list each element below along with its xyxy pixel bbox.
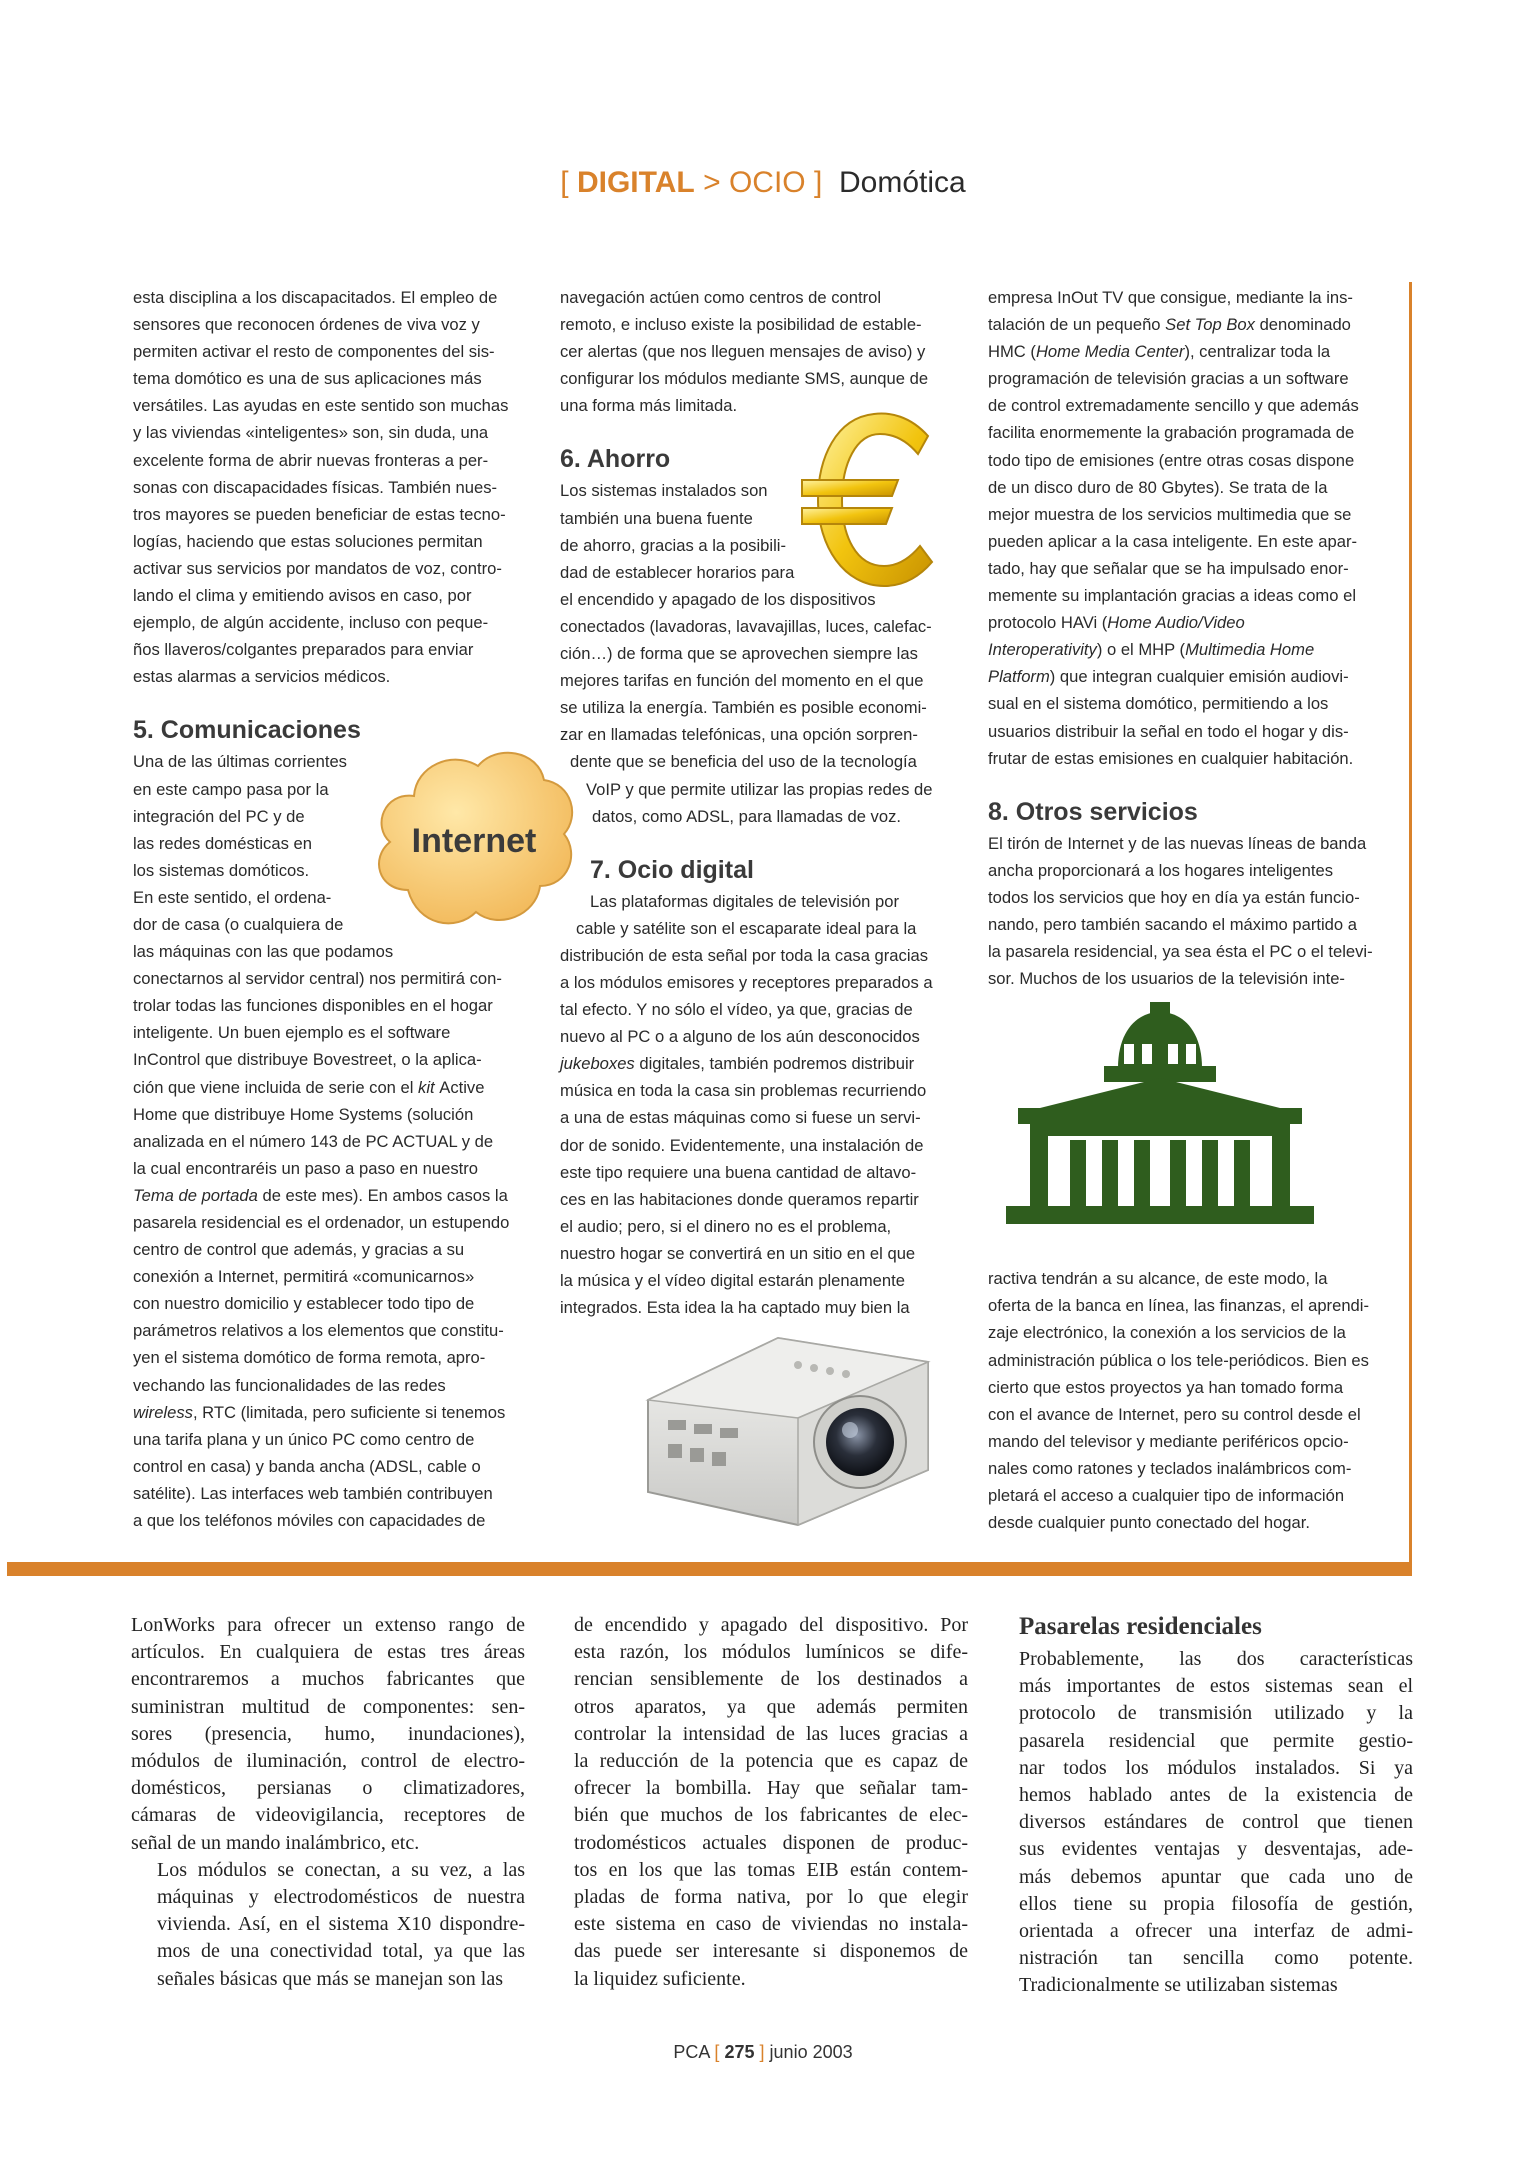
text-line: centro de control que además, y gracias a su — [133, 1240, 465, 1260]
text-line: con el avance de Internet, pero su control desde el — [988, 1404, 1361, 1424]
header-subsection: OCIO — [728, 166, 806, 199]
paragraph — [133, 284, 521, 690]
text-line: domésticos, persianas o climatizadores, — [131, 1777, 525, 1800]
heading-ahorro: 6. Ahorro — [560, 445, 671, 474]
text-line: zaje electrónico, la conexión a los servicios de la — [988, 1323, 1346, 1343]
text-line: programación de televisión gracias a un software — [988, 369, 1349, 389]
text-line: ejemplo, de algún accidente, incluso con peque- — [133, 613, 489, 633]
footer-date: junio 2003 — [769, 2042, 853, 2062]
text-line: rencian sensiblemente de los destinados a — [574, 1668, 968, 1691]
text-line: facilita enormemente la grabación programada de — [988, 423, 1355, 443]
projector-image — [628, 1320, 938, 1535]
text-line: Home que distribuye Home Systems (solución — [133, 1104, 474, 1124]
text-line: usuarios distribuir la señal en todo el hogar y dis- — [988, 721, 1349, 741]
text-line: mos de una conectividad total, ya que las — [157, 1940, 525, 1963]
header-separator: > — [703, 166, 721, 199]
text-line: dor de casa (o cualquiera de — [133, 914, 344, 934]
text-line: nistración tan sencilla como potente. — [1019, 1947, 1413, 1970]
text-line: encontraremos a muchos fabricantes que — [131, 1668, 525, 1691]
text-line: la pasarela residencial, ya sea ésta el PC o el televi- — [988, 942, 1373, 962]
text-line: de un disco duro de 80 Gbytes). Se trata de la — [988, 477, 1328, 497]
text-line: das puede ser interesante si disponemos de — [574, 1940, 968, 1963]
text-line: sensores que reconocen órdenes de viva voz y — [133, 315, 480, 335]
text-line: frutar de estas emisiones en cualquier habitación. — [988, 748, 1354, 768]
text-line: lando el clima y emitiendo avisos en caso, por — [133, 586, 472, 606]
text-line: tado, hay que señalar que se ha impulsado enor- — [988, 558, 1349, 578]
text-line: satélite). Las interfaces web también contribuyen — [133, 1483, 493, 1503]
text-line: una forma más limitada. — [560, 396, 738, 416]
text-line: distribución de esta señal por toda la casa gracias — [560, 945, 929, 965]
text-line: a los módulos emisores y receptores preparados a — [560, 972, 933, 992]
text-line: dor de sonido. Evidentemente, una instalación de — [560, 1135, 924, 1155]
text-line: ellos tiene su propia filosofía de gestión, — [1019, 1892, 1413, 1915]
text-line: ractiva tendrán a su alcance, de este modo, la — [988, 1269, 1328, 1289]
text-line: zar en llamadas telefónicas, una opción sorpren- — [560, 725, 918, 745]
text-line: dad de establecer horarios para — [560, 562, 795, 582]
text-line: de control extremadamente sencillo y que además — [988, 396, 1359, 416]
text-line: módulos de iluminación, control de electro- — [131, 1750, 525, 1773]
text-line: cer alertas (que nos lleguen mensajes de aviso) y — [560, 342, 926, 362]
text-line: desde cualquier punto conectado del hogar. — [988, 1513, 1310, 1533]
bottom-column-1 — [131, 1612, 525, 1993]
text-line: conectados (lavadoras, lavavajillas, luces, calefac- — [560, 616, 932, 636]
accent-horizontal-rule — [7, 1562, 1412, 1576]
text-line: Las plataformas digitales de televisión por — [590, 891, 900, 911]
text-line: ños llaveros/colgantes preparados para enviar — [133, 640, 474, 660]
text-line: controlar la intensidad de las luces gracias a — [574, 1722, 968, 1745]
text-line: de encendido y apagado del dispositivo. Por — [574, 1614, 968, 1636]
text-line: LonWorks para ofrecer un extenso rango de — [131, 1614, 525, 1636]
paragraph — [560, 888, 960, 1322]
text-line: analizada en el número 143 de PC ACTUAL y de — [133, 1131, 494, 1151]
text-line: mejores tarifas en función del momento en el que — [560, 671, 924, 691]
text-line: ción que viene incluida de serie con el kit Active — [133, 1077, 485, 1097]
text-line: la reducción de la potencia que es capaz de — [574, 1750, 968, 1773]
text-line: esta razón, los módulos lumínicos se dife- — [574, 1641, 968, 1664]
text-line: máquinas y electrodomésticos de nuestra — [157, 1886, 525, 1909]
text-line: conexión a Internet, permitirá «comunicarnos» — [133, 1267, 475, 1287]
text-line: permiten activar el resto de componentes del sis- — [133, 342, 495, 362]
text-line: logías, haciendo que estas soluciones permitan — [133, 531, 483, 551]
header-bracket-open: [ — [560, 166, 569, 199]
paragraph — [988, 1265, 1388, 1536]
text-line: Platform) que integran cualquier emisión audiovi- — [988, 667, 1349, 687]
text-line: nuevo al PC o a alguno de los aún desconocidos — [560, 1027, 920, 1047]
text-line: tos en los que las tomas EIB están contem- — [574, 1858, 968, 1881]
text-line: jukeboxes digitales, también podremos distribuir — [560, 1054, 915, 1074]
text-line: nuestro hogar se convertirá en un sitio en el que — [560, 1243, 916, 1263]
heading-pasarelas-residenciales: Pasarelas residenciales — [1019, 1613, 1262, 1640]
euro-icon — [800, 408, 940, 598]
text-line: conectarnos al servidor central) nos permitirá con- — [133, 969, 502, 989]
text-line: HMC (Home Media Center), centralizar toda la — [988, 342, 1331, 362]
text-line: Tema de portada de este mes). En ambos casos la — [133, 1185, 508, 1205]
text-line: pasarela residencial que permite gestio- — [1019, 1729, 1413, 1752]
text-line: suministran multitud de componentes: sen- — [131, 1695, 525, 1718]
article-column-3 — [988, 284, 1388, 1536]
text-line: versátiles. Las ayudas en este sentido son muchas — [133, 396, 509, 416]
text-line: el encendido y apagado de los dispositivos — [560, 589, 876, 609]
paragraph — [574, 1612, 968, 1993]
text-line: nando, pero también sacando el máximo partido a — [988, 914, 1357, 934]
text-line: vechando las funcionalidades de las redes — [133, 1375, 446, 1395]
text-line: cámaras de videovigilancia, receptores de — [131, 1804, 525, 1827]
text-line: cierto que estos proyectos ya han tomado forma — [988, 1377, 1344, 1397]
text-line: vivienda. Así, en el sistema X10 dispondre- — [157, 1913, 525, 1936]
text-line: Una de las últimas corrientes — [133, 752, 347, 772]
text-line: las redes domésticas en — [133, 833, 312, 853]
text-line: trolar todas las funciones disponibles en el hogar — [133, 996, 493, 1016]
bottom-column-3 — [1019, 1612, 1413, 2000]
text-line: sus evidentes ventajas y desventajas, ade- — [1019, 1838, 1413, 1861]
text-line: ofrecer la bombilla. Hay que señalar tam- — [574, 1777, 968, 1800]
text-line: navegación actúen como centros de control — [560, 288, 882, 307]
text-line: tema domótico es una de sus aplicaciones más — [133, 369, 482, 389]
text-line: activar sus servicios por mandatos de voz, contro- — [133, 558, 502, 578]
paragraph — [1019, 1646, 1413, 2000]
text-line: todo tipo de emisiones (entre otras cosas dispone — [988, 450, 1355, 470]
text-line: pladas de forma nativa, por lo que elegir — [574, 1886, 968, 1909]
text-line: en este campo pasa por la — [133, 779, 329, 799]
text-line: empresa InOut TV que consigue, mediante la ins- — [988, 288, 1353, 307]
heading-comunicaciones: 5. Comunicaciones — [133, 716, 361, 745]
text-line: control en casa) y banda ancha (ADSL, cable o — [133, 1456, 481, 1476]
paragraph — [131, 1857, 525, 1993]
text-line: Los sistemas instalados son — [560, 481, 768, 501]
text-line: más importantes de estos sistemas sean el — [1019, 1675, 1413, 1698]
text-line: la música y el vídeo digital estarán plenamente — [560, 1271, 905, 1290]
text-line: más debemos apuntar que cada uno de — [1019, 1865, 1413, 1888]
paragraph — [560, 284, 960, 419]
text-line: Los módulos se conectan, a su vez, a las — [157, 1858, 525, 1881]
text-line: dente que se beneficia del uso de la tecnología — [570, 752, 917, 772]
text-line: talación de un pequeño Set Top Box denominado — [988, 315, 1351, 335]
text-line: remoto, e incluso existe la posibilidad de estable- — [560, 315, 922, 335]
text-line: sores (presencia, humo, inundaciones), — [131, 1722, 525, 1745]
text-line: y las viviendas «inteligentes» son, sin duda, una — [133, 423, 489, 443]
residential-building-image — [1000, 1000, 1320, 1230]
text-line: InControl que distribuye Bovestreet, o la aplica- — [133, 1050, 482, 1070]
text-line: la cual encontraréis un paso a paso en nuestro — [133, 1158, 479, 1178]
text-line: integración del PC y de — [133, 806, 305, 826]
paragraph — [131, 1612, 525, 1857]
text-line: orientada a ofrecer una interfaz de admi- — [1019, 1920, 1413, 1943]
text-line: En este sentido, el ordena- — [133, 887, 332, 907]
text-line: la liquidez suficiente. — [574, 1967, 746, 1990]
text-line: pletará el acceso a cualquier tipo de información — [988, 1486, 1345, 1505]
text-line: mejor muestra de los servicios multimedia que se — [988, 504, 1352, 524]
text-line: VoIP y que permite utilizar las propias redes de — [586, 779, 933, 799]
header-bracket-close: ] — [813, 166, 823, 199]
text-line: también una buena fuente — [560, 508, 753, 528]
paragraph — [988, 830, 1388, 993]
text-line: sual en el sistema domótico, permitiendo a los — [988, 694, 1329, 714]
text-line: todos los servicios que hoy en día ya están funcio- — [988, 887, 1360, 907]
text-line: integrados. Esta idea la ha captado muy bien la — [560, 1298, 910, 1318]
text-line: a una de estas máquinas como si fuese un servi- — [560, 1108, 921, 1128]
text-line: hemos hablado antes de la existencia de — [1019, 1784, 1413, 1807]
text-line: tal efecto. Y no sólo el vídeo, ya que, gracias de — [560, 1000, 913, 1020]
section-header — [0, 166, 1526, 200]
text-line: a que los teléfonos móviles con capacidades de — [133, 1511, 486, 1531]
text-line: diversos estándares de control que tienen — [1019, 1811, 1413, 1834]
text-line: ancha proporcionará a los hogares inteligentes — [988, 860, 1334, 880]
text-line: de ahorro, gracias a la posibili- — [560, 535, 786, 555]
cloud-label: Internet — [411, 822, 537, 860]
text-line: configurar los módulos mediante SMS, aunque de — [560, 369, 929, 389]
footer-magazine: PCA — [673, 2042, 710, 2062]
text-line: excelente forma de abrir nuevas fronteras a per- — [133, 450, 489, 470]
text-line: artículos. En cualquiera de estas tres áreas — [131, 1641, 525, 1664]
accent-vertical-rule — [1409, 282, 1412, 1566]
text-line: este sistema en caso de viviendas no instala- — [574, 1913, 968, 1936]
text-line: Probablemente, las dos características — [1019, 1648, 1413, 1670]
text-line: administración pública o los tele-periódicos. Bien es — [988, 1350, 1369, 1370]
bottom-column-2 — [574, 1612, 968, 1993]
text-line: nar todos los módulos instalados. Si ya — [1019, 1756, 1413, 1779]
text-line: se utiliza la energía. También es posible economi- — [560, 698, 927, 718]
heading-otros-servicios: 8. Otros servicios — [988, 797, 1198, 826]
text-line: oferta de la banca en línea, las finanzas, el aprendi- — [988, 1296, 1369, 1316]
text-line: parámetros relativos a los elementos que constitu- — [133, 1321, 504, 1341]
text-line: memente su implantación gracias a ideas como el — [988, 586, 1357, 606]
text-line: bién que muchos de los fabricantes de elec- — [574, 1804, 968, 1827]
text-line: Tradicionalmente se utilizaban sistemas — [1019, 1974, 1338, 1997]
paragraph — [988, 284, 1388, 772]
page-footer: PCA [ 275 ] junio 2003 — [673, 2042, 853, 2062]
text-line: mando del televisor y mediante periféricos opcio- — [988, 1431, 1349, 1451]
text-line: este tipo requiere una buena cantidad de altavo- — [560, 1162, 917, 1182]
text-line: los sistemas domóticos. — [133, 860, 310, 880]
text-line: yen el sistema domótico de forma remota, apro- — [133, 1348, 486, 1368]
text-line: protocolo HAVi (Home Audio/Video — [988, 613, 1245, 633]
text-line: ces en las habitaciones donde queramos repartir — [560, 1189, 919, 1209]
text-line: pueden aplicar a la casa inteligente. En este apar- — [988, 531, 1357, 551]
text-line: datos, como ADSL, para llamadas de voz. — [592, 806, 901, 826]
text-line: el audio; pero, si el dinero no es el problema, — [560, 1216, 892, 1236]
text-line: nales como ratones y teclados inalámbricos com- — [988, 1458, 1352, 1478]
heading-ocio-digital: 7. Ocio digital — [590, 855, 754, 884]
text-line: wireless, RTC (limitada, pero suficiente si tenemos — [133, 1402, 506, 1422]
text-line: sor. Muchos de los usuarios de la televisión inte- — [988, 969, 1345, 989]
text-line: otros aparatos, ya que además permiten — [574, 1695, 968, 1718]
text-line: esta disciplina a los discapacitados. El empleo de — [133, 288, 498, 307]
text-line: cable y satélite son el escaparate ideal para la — [576, 918, 917, 938]
text-line: inteligente. Un buen ejemplo es el software — [133, 1023, 451, 1043]
text-line: pasarela residencial es el ordenador, un estupendo — [133, 1213, 510, 1232]
header-topic: Domótica — [838, 166, 966, 199]
internet-cloud-image — [368, 740, 580, 935]
text-line: ción…) de forma que se aprovechen siempre las — [560, 644, 918, 664]
text-line: tros mayores se pueden beneficiar de estas tecno- — [133, 504, 506, 524]
text-line: una tarifa plana y un único PC como centro de — [133, 1429, 475, 1449]
text-line: Interoperativity) o el MHP (Multimedia Home — [988, 640, 1315, 660]
text-line: señal de un mando inalámbrico, etc. — [131, 1831, 420, 1854]
text-line: señales básicas que más se manejan son las — [157, 1967, 504, 1990]
header-section: DIGITAL — [576, 166, 695, 199]
text-line: las máquinas con las que podamos — [133, 942, 394, 962]
text-line: música en toda la casa sin problemas recurriendo — [560, 1081, 927, 1101]
text-line: sonas con discapacidades físicas. También nues- — [133, 477, 498, 497]
text-line: estas alarmas a servicios médicos. — [133, 667, 391, 687]
text-line: El tirón de Internet y de las nuevas líneas de banda — [988, 833, 1367, 853]
text-line: protocolo de transmisión utilizado y la — [1019, 1702, 1413, 1725]
page-number: 275 — [724, 2042, 755, 2062]
text-line: con nuestro domicilio y establecer todo tipo de — [133, 1294, 475, 1314]
text-line: trodomésticos actuales disponen de produc- — [574, 1831, 968, 1854]
